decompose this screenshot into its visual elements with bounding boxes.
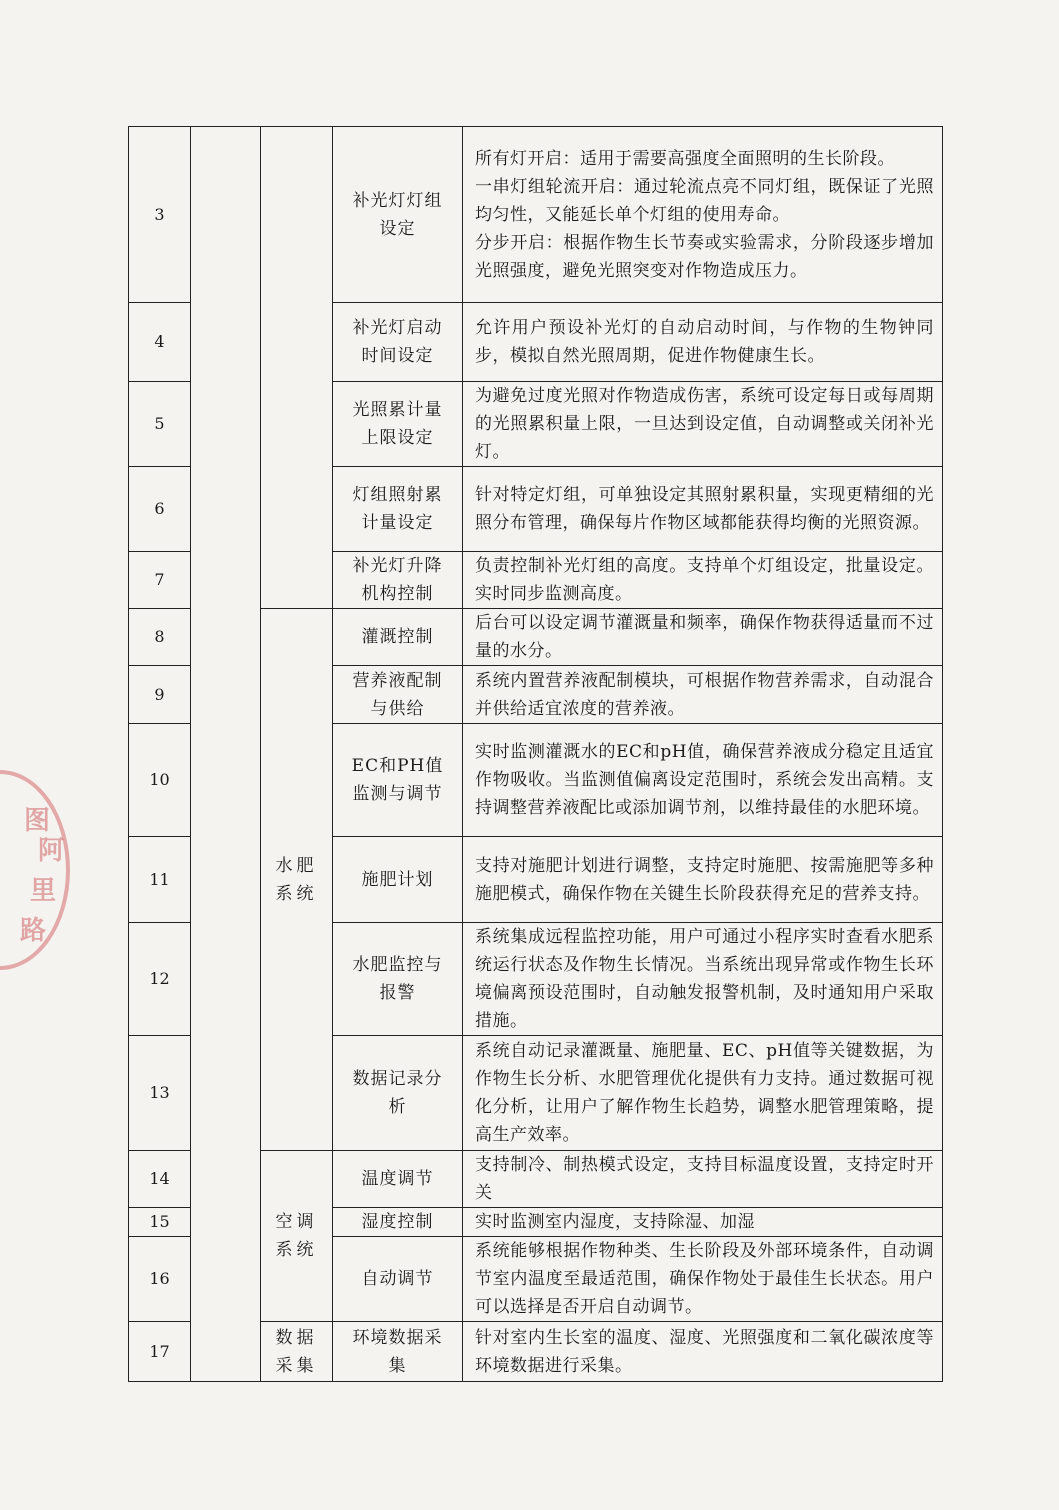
function-description: 系统内置营养液配制模块，可根据作物营养需求，自动混合并供给适宜浓度的营养液。 bbox=[463, 666, 943, 724]
water-fertilizer-category: 水肥系统 bbox=[261, 609, 333, 1151]
function-name: 施肥计划 bbox=[333, 837, 463, 923]
function-name: 湿度控制 bbox=[333, 1208, 463, 1237]
seal-char: 图 bbox=[24, 806, 51, 836]
air-conditioning-category: 空调系统 bbox=[261, 1151, 333, 1322]
row-number: 12 bbox=[129, 923, 191, 1036]
row-number: 6 bbox=[129, 467, 191, 552]
function-name: 温度调节 bbox=[333, 1151, 463, 1208]
function-description: 实时监测室内湿度，支持除湿、加湿 bbox=[463, 1208, 943, 1237]
table-row bbox=[129, 127, 943, 303]
row-number: 4 bbox=[129, 303, 191, 382]
row-number: 3 bbox=[129, 127, 191, 303]
function-description: 系统自动记录灌溉量、施肥量、EC、pH值等关键数据，为作物生长分析、水肥管理优化提供有力支持。通过数据可视化分析，让用户了解作物生长趋势，调整水肥管理策略，提高生产效率。 bbox=[463, 1036, 943, 1151]
row-number: 10 bbox=[129, 724, 191, 837]
function-spec-table bbox=[128, 126, 943, 1382]
function-description: 针对特定灯组，可单独设定其照射累积量，实现更精细的光照分布管理，确保每片作物区域都能获得均衡的光照资源。 bbox=[463, 467, 943, 552]
seal-char: 路 bbox=[20, 916, 47, 946]
row-number: 9 bbox=[129, 666, 191, 724]
function-name: 环境数据采集 bbox=[333, 1322, 463, 1382]
row-number: 7 bbox=[129, 552, 191, 609]
function-description: 所有灯开启：适用于需要高强度全面照明的生长阶段。 一串灯组轮流开启：通过轮流点亮不同灯组，既保证了光照均匀性，又能延长单个灯组的使用寿命。 分步开启：根据作物生长节奏或实验需求，分阶段逐步增加光照强度，避免光照突变对作物造成压力。 bbox=[463, 127, 943, 303]
function-name: 补光灯升降机构控制 bbox=[333, 552, 463, 609]
function-name: 光照累计量上限设定 bbox=[333, 382, 463, 467]
function-description: 支持对施肥计划进行调整，支持定时施肥、按需施肥等多种施肥模式，确保作物在关键生长阶段获得充足的营养支持。 bbox=[463, 837, 943, 923]
lighting-category-cell bbox=[261, 127, 333, 609]
row-number: 14 bbox=[129, 1151, 191, 1208]
function-description: 实时监测灌溉水的EC和pH值，确保营养液成分稳定且适宜作物吸收。当监测值偏离设定范围时，系统会发出高精。支持调整营养液配比或添加调节剂，以维持最佳的水肥环境。 bbox=[463, 724, 943, 837]
function-description: 系统集成远程监控功能，用户可通过小程序实时查看水肥系统运行状态及作物生长情况。当系统出现异常或作物生长环境偏离预设范围时，自动触发报警机制，及时通知用户采取措施。 bbox=[463, 923, 943, 1036]
row-number: 11 bbox=[129, 837, 191, 923]
function-description: 为避免过度光照对作物造成伤害，系统可设定每日或每周期的光照累积量上限，一旦达到设定值，自动调整或关闭补光灯。 bbox=[463, 382, 943, 467]
row-number: 5 bbox=[129, 382, 191, 467]
row-number: 13 bbox=[129, 1036, 191, 1151]
seal-char: 阿 bbox=[38, 836, 65, 866]
function-name: 灌溉控制 bbox=[333, 609, 463, 666]
row-number: 15 bbox=[129, 1208, 191, 1237]
function-name: 补光灯启动时间设定 bbox=[333, 303, 463, 382]
function-name: EC和PH值监测与调节 bbox=[333, 724, 463, 837]
row-number: 16 bbox=[129, 1237, 191, 1322]
function-name: 水肥监控与报警 bbox=[333, 923, 463, 1036]
function-description: 支持制冷、制热模式设定，支持目标温度设置，支持定时开关 bbox=[463, 1151, 943, 1208]
function-name: 数据记录分析 bbox=[333, 1036, 463, 1151]
function-description: 系统能够根据作物种类、生长阶段及外部环境条件，自动调节室内温度至最适范围，确保作物处于最佳生长状态。用户可以选择是否开启自动调节。 bbox=[463, 1237, 943, 1322]
function-name: 补光灯灯组设定 bbox=[333, 127, 463, 303]
row-number: 8 bbox=[129, 609, 191, 666]
function-name: 灯组照射累计量设定 bbox=[333, 467, 463, 552]
row-number: 17 bbox=[129, 1322, 191, 1382]
function-description: 针对室内生长室的温度、湿度、光照强度和二氧化碳浓度等环境数据进行采集。 bbox=[463, 1322, 943, 1382]
function-description: 允许用户预设补光灯的自动启动时间，与作物的生物钟同步，模拟自然光照周期，促进作物健康生长。 bbox=[463, 303, 943, 382]
seal-char: 里 bbox=[30, 876, 57, 906]
function-description: 负责控制补光灯组的高度。支持单个灯组设定，批量设定。实时同步监测高度。 bbox=[463, 552, 943, 609]
blank-column bbox=[191, 127, 261, 1382]
data-collection-category: 数据采集 bbox=[261, 1322, 333, 1382]
function-name: 营养液配制与供给 bbox=[333, 666, 463, 724]
function-description: 后台可以设定调节灌溉量和频率，确保作物获得适量而不过量的水分。 bbox=[463, 609, 943, 666]
function-name: 自动调节 bbox=[333, 1237, 463, 1322]
